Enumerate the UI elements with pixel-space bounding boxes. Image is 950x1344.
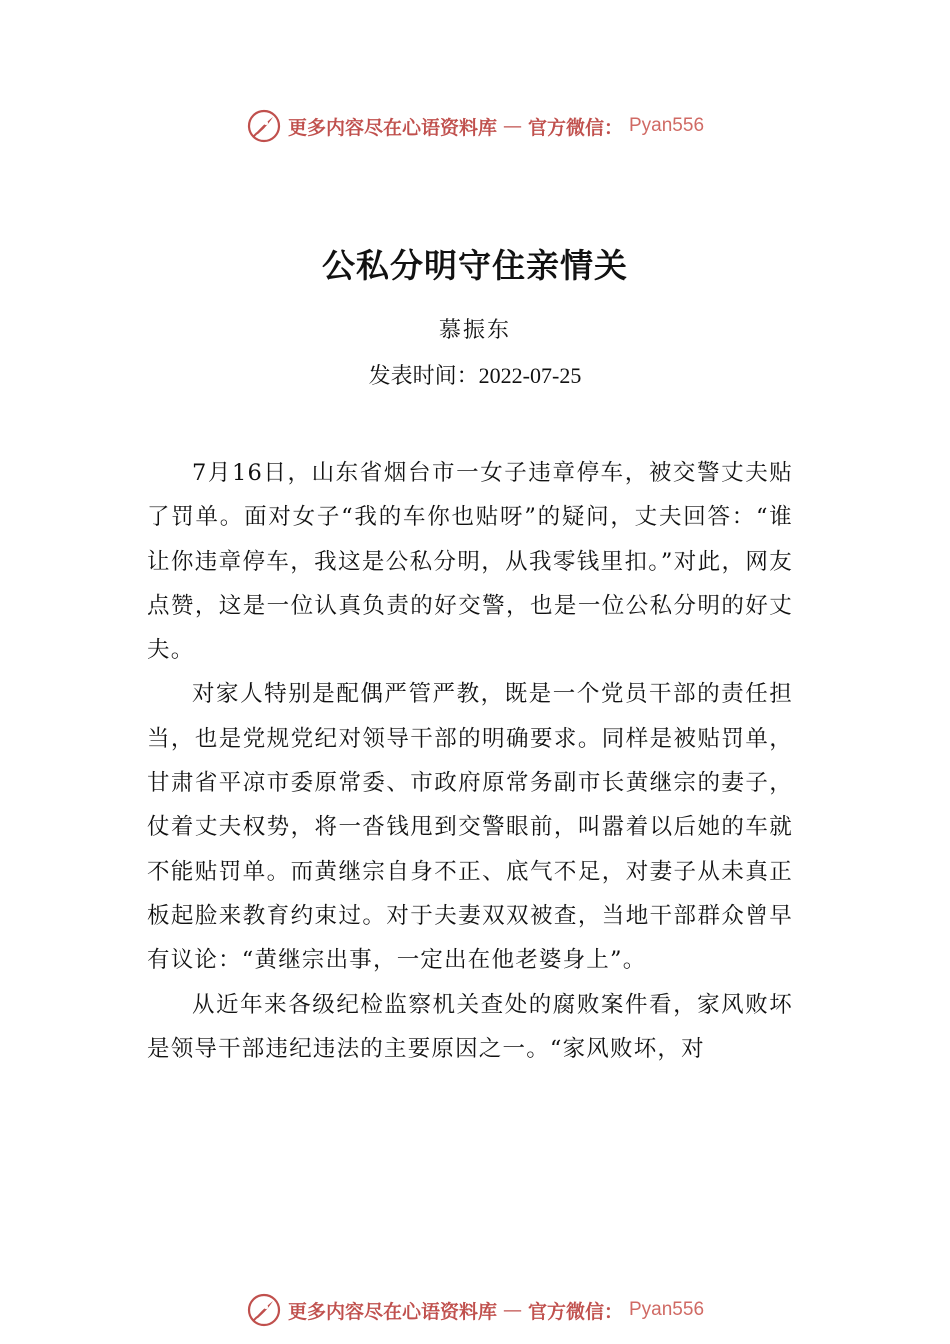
pen-logo-icon: [246, 1292, 282, 1328]
article-date: [0, 359, 950, 390]
watermark-wechat-id: Pyan556: [629, 115, 705, 136]
watermark-label: 官方微信：: [527, 1300, 623, 1323]
paragraph: 对家人特别是配偶严管严教，既是一个党员干部的责任担当，也是党规党纪对领导干部的明确要求。同样是被贴罚单，甘肃省平凉市委原常委、市政府原常务副市长黄继宗的妻子，仗着丈夫权势，将一沓钱甩到交警眼前，叫嚣着以后她的车就不能贴罚单。而黄继宗自身不正、底气不足，对妻子从未真正板起脸来教育约束过。对于夫妻双双被查，当地干部群众曾早有议论：“黄继宗出事，一定出在他老婆身上”。: [147, 681, 793, 974]
watermark-wechat-id: Pyan556: [629, 1299, 705, 1320]
watermark-main-text: 更多内容尽在心语资料库: [287, 116, 497, 139]
watermark-dash: —: [502, 115, 522, 137]
watermark-main-text: 更多内容尽在心语资料库: [287, 1300, 497, 1323]
paragraph: 从近年来各级纪检监察机关查处的腐败案件看，家风败坏是领导干部违纪违法的主要原因之一。“家风败坏，对: [147, 991, 793, 1062]
paragraph: 7月16日，山东省烟台市一女子违章停车，被交警丈夫贴了罚单。面对女子“我的车你也贴呀”的疑问，丈夫回答：“谁让你违章停车，我这是公私分明，从我零钱里扣。”对此，网友点赞，这是一位认真负责的好交警，也是一位公私分明的好丈夫。: [147, 460, 793, 664]
article-title: 公私分明守住亲情关: [322, 246, 628, 285]
watermark-dash: —: [502, 1299, 522, 1321]
article-body: [147, 451, 793, 1071]
date-value: 2022-07-25: [478, 363, 582, 388]
footer-watermark: [0, 1290, 950, 1330]
date-label: 发表时间：: [368, 364, 479, 389]
watermark-label: 官方微信：: [527, 116, 623, 139]
pen-logo-icon: [246, 108, 282, 144]
article-author: 慕振东: [438, 318, 511, 343]
header-watermark: [0, 106, 950, 146]
